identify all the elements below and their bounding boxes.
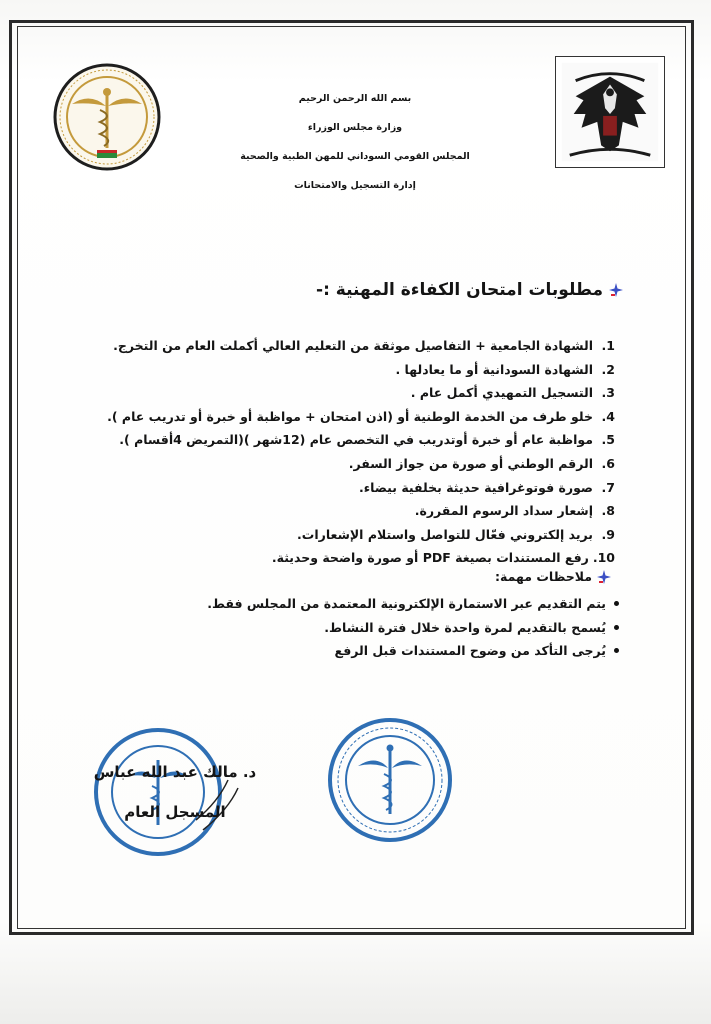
list-item: يتم التقديم عبر الاستمارة الإلكترونية المعتمدة من المجلس فقط. (99, 592, 619, 616)
page-title (316, 280, 623, 300)
requirements-list (55, 334, 615, 570)
list-item: 5. مواظبة عام أو خبرة أوتدريب في التخصص عام (12شهر )(التمريض 4أقسام ). (119, 432, 615, 448)
council-logo (52, 62, 162, 172)
signer-title: المسجل العام (124, 803, 226, 821)
list-item: 3. التسجيل التمهيدي أكمل عام . (410, 385, 615, 401)
list-item: 10. رفع المستندات بصيغة PDF أو صورة واضحة وحديثة. (271, 550, 615, 566)
list-item: يُسمح بالتقديم لمرة واحدة خلال فترة النشاط. (99, 616, 619, 640)
bullet-dot-icon (614, 625, 619, 630)
title-text: مطلوبات امتحان الكفاءة المهنية :- (316, 280, 603, 300)
star-bullet-icon (597, 570, 611, 584)
list-item: 1. الشهادة الجامعية + التفاصيل موثقة من التعليم العالي أكملت العام من التخرج. (113, 338, 615, 353)
council-seal-icon (320, 706, 460, 851)
letterhead (210, 84, 500, 200)
list-item: 9. بريد إلكتروني فعّال للتواصل واستلام الإشعارات. (297, 526, 615, 542)
list-item: 4. خلو طرف من الخدمة الوطنية أو (اذن امتحان + مواظبة أو خبرة أو تدريب عام ). (107, 408, 615, 424)
notes-heading (495, 569, 611, 584)
department-name: إدارة التسجيل والامتحانات (294, 180, 416, 191)
council-name: المجلس القومي السوداني للمهن الطبية والصحية (240, 151, 470, 162)
list-item: 8. إشعار سداد الرسوم المقررة. (414, 503, 615, 519)
basmala: بسم الله الرحمن الرحيم (298, 93, 412, 104)
list-item: 6. الرقم الوطني أو صورة من جواز السفر. (348, 455, 615, 471)
ministry-name: وزارة مجلس الوزراء (307, 122, 403, 133)
bullet-dot-icon (614, 601, 619, 606)
eagle-emblem-icon (556, 57, 664, 167)
signer-name: د. مالك عبد الله عباس (93, 763, 257, 781)
list-item: يُرجى التأكد من وضوح المستندات قبل الرفع (99, 639, 619, 663)
list-item: 7. صورة فوتوغرافية حديثة بخلفية بيضاء. (359, 479, 615, 495)
signature-block (70, 752, 280, 832)
caduceus-logo-icon (52, 62, 162, 172)
list-item: 2. الشهادة السودانية أو ما يعادلها . (395, 361, 615, 377)
notes-title: ملاحظات مهمة: (495, 569, 592, 584)
star-bullet-icon (609, 283, 623, 297)
official-stamp-right (320, 706, 460, 851)
national-emblem (555, 56, 665, 168)
bullet-dot-icon (614, 648, 619, 653)
notes-list (99, 592, 619, 663)
